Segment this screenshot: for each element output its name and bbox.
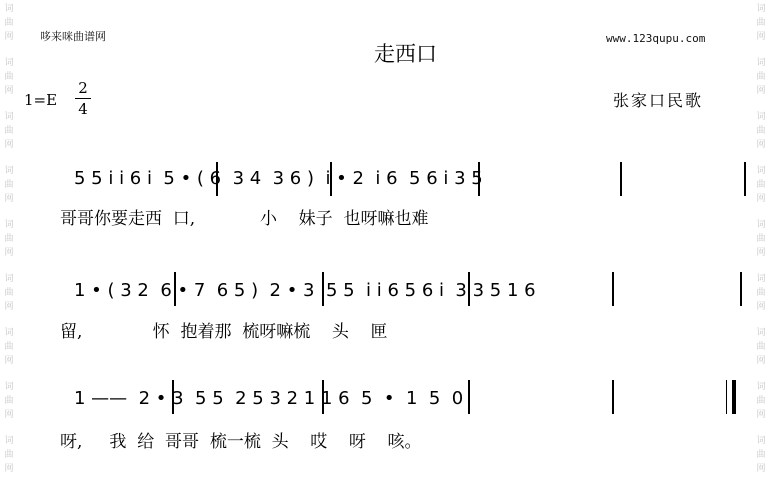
watermark-glyph: 曲 <box>756 180 766 190</box>
watermark-glyph: 词 <box>756 382 766 392</box>
watermark-glyph: 词 <box>756 274 766 284</box>
watermark-glyph: 网 <box>756 410 766 420</box>
watermark-glyph: 曲 <box>756 342 766 352</box>
watermark-glyph: 网 <box>756 302 766 312</box>
watermark-glyph: 曲 <box>756 72 766 82</box>
watermark-glyph: 词 <box>4 58 14 68</box>
barline <box>468 272 470 306</box>
watermark-glyph: 词 <box>4 382 14 392</box>
watermark-glyph: 曲 <box>756 18 766 28</box>
notation-line-2: 1 • ( 3 2 6 • 7 6 5 ) 2 • 3 5 5 i i 6 5 6 i 3 3 5 1 6 <box>74 280 536 301</box>
score-system-3 <box>0 372 770 462</box>
barline <box>216 162 218 196</box>
watermark-glyph: 曲 <box>4 18 14 28</box>
final-barline-thin <box>726 380 727 414</box>
watermark-glyph: 词 <box>756 436 766 446</box>
watermark-glyph: 网 <box>4 302 14 312</box>
watermark-glyph: 词 <box>4 220 14 230</box>
watermark-glyph: 网 <box>756 140 766 150</box>
song-title: 走西口 <box>374 42 437 66</box>
watermark-glyph: 曲 <box>4 288 14 298</box>
watermark-glyph: 词 <box>756 328 766 338</box>
watermark-glyph: 网 <box>756 194 766 204</box>
meter-bottom: 4 <box>78 100 88 118</box>
watermark-glyph: 网 <box>4 248 14 258</box>
score-system-1 <box>0 148 770 238</box>
watermark-glyph: 网 <box>4 194 14 204</box>
meter-top: 2 <box>78 79 88 97</box>
watermark-glyph: 曲 <box>4 72 14 82</box>
watermark-glyph: 曲 <box>756 450 766 460</box>
notation-line-3: 1 —— 2 • 3 5 5 2 5 3 2 1 1 6 5 • 1 5 0 <box>74 388 464 409</box>
watermark-glyph: 曲 <box>756 126 766 136</box>
watermark-glyph: 词 <box>4 436 14 446</box>
song-source: 张家口民歌 <box>613 91 704 110</box>
watermark-glyph: 词 <box>756 166 766 176</box>
watermark-glyph: 曲 <box>4 234 14 244</box>
watermark-glyph: 曲 <box>4 342 14 352</box>
site-url-label: www.123qupu.com <box>606 32 706 45</box>
barline <box>478 162 480 196</box>
watermark-glyph: 词 <box>4 112 14 122</box>
watermark-glyph: 网 <box>4 86 14 96</box>
notation-line-1: 5 5 i i 6 i 5 • ( 6 3 4 3 6 ) i • 2 i 6 5 6 i 3 5 <box>74 168 483 189</box>
site-name-label: 哆来咪曲谱网 <box>40 30 106 43</box>
watermark-glyph: 网 <box>756 464 766 474</box>
lyric-line-3: 呀, 我 给 哥哥 梳一梳 头 哎 呀 咳。 <box>60 432 422 452</box>
watermark-glyph: 词 <box>756 112 766 122</box>
lyric-line-1: 哥哥你要走西 口, 小 妹子 也呀嘛也难 <box>60 209 429 229</box>
barline <box>612 380 614 414</box>
watermark-glyph: 网 <box>756 86 766 96</box>
watermark-glyph: 网 <box>4 356 14 366</box>
watermark-glyph: 曲 <box>756 288 766 298</box>
watermark-glyph: 网 <box>4 140 14 150</box>
watermark-glyph: 曲 <box>4 396 14 406</box>
time-signature <box>74 78 92 119</box>
barline <box>322 380 324 414</box>
barline <box>744 162 746 196</box>
barline <box>322 272 324 306</box>
score-system-2 <box>0 262 770 352</box>
watermark-glyph: 曲 <box>756 234 766 244</box>
watermark-glyph: 网 <box>756 32 766 42</box>
watermark-glyph: 网 <box>4 410 14 420</box>
final-barline-thick <box>732 380 736 414</box>
watermark-glyph: 词 <box>4 4 14 14</box>
watermark-glyph: 词 <box>756 220 766 230</box>
watermark-glyph: 曲 <box>4 126 14 136</box>
watermark-glyph: 网 <box>4 464 14 474</box>
barline <box>330 162 332 196</box>
watermark-glyph: 词 <box>4 274 14 284</box>
key-signature: 1=E <box>24 91 58 109</box>
watermark-glyph: 网 <box>756 356 766 366</box>
barline <box>172 380 174 414</box>
watermark-glyph: 词 <box>4 328 14 338</box>
barline <box>468 380 470 414</box>
watermark-glyph: 词 <box>4 166 14 176</box>
lyric-line-2: 留, 怀 抱着那 梳呀嘛梳 头 匣 <box>60 322 388 342</box>
barline <box>620 162 622 196</box>
watermark-glyph: 网 <box>4 32 14 42</box>
barline <box>612 272 614 306</box>
watermark-glyph: 曲 <box>4 450 14 460</box>
watermark-glyph: 曲 <box>4 180 14 190</box>
barline <box>740 272 742 306</box>
barline <box>174 272 176 306</box>
watermark-glyph: 词 <box>756 58 766 68</box>
watermark-glyph: 网 <box>756 248 766 258</box>
watermark-glyph: 曲 <box>756 396 766 406</box>
watermark-glyph: 词 <box>756 4 766 14</box>
